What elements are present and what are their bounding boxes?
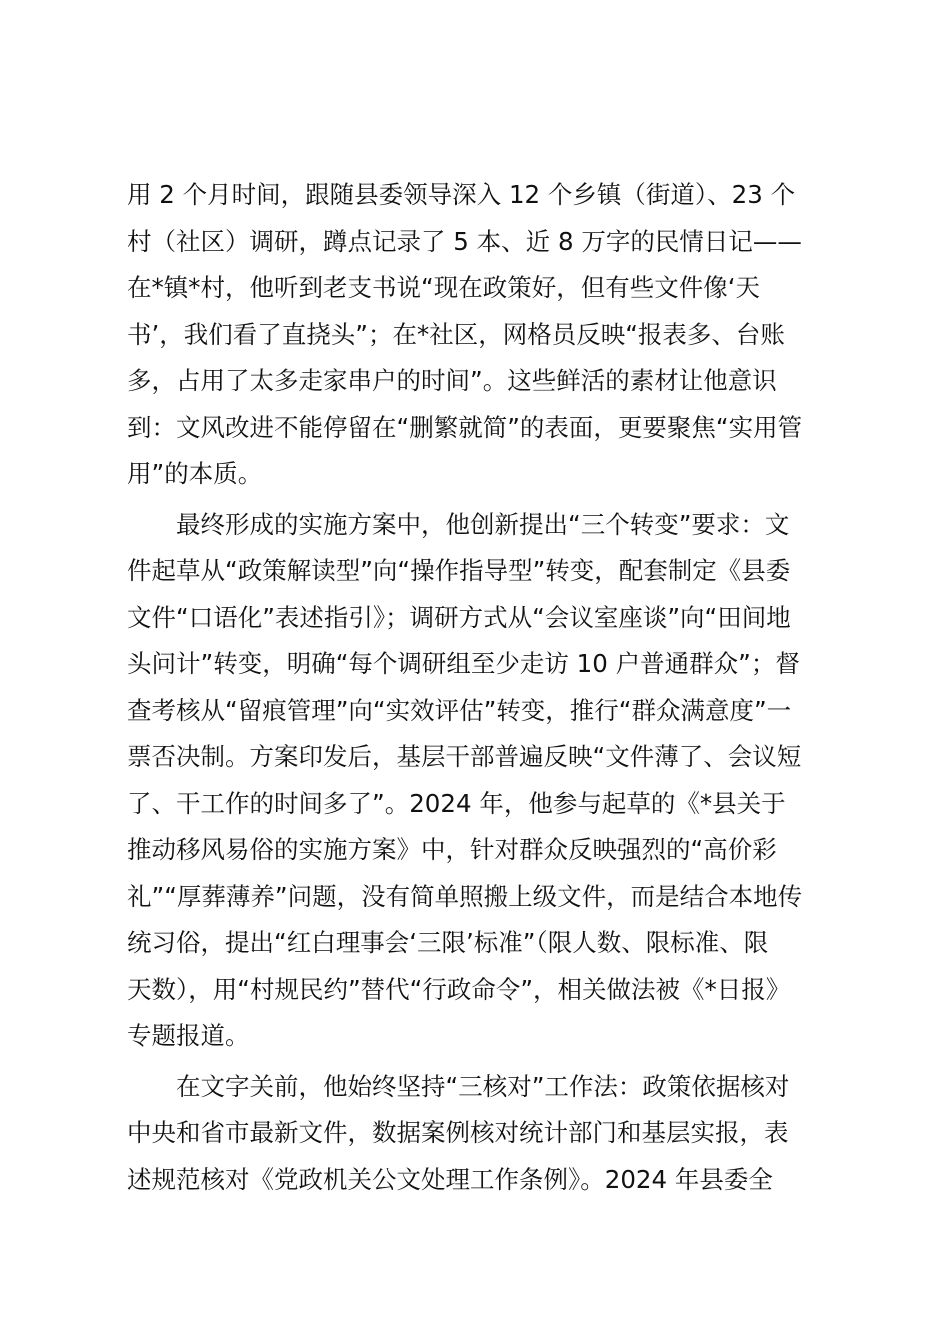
text-line: 中央和省市最新文件，数据案例核对统计部门和基层实报，表	[127, 1118, 789, 1147]
text-line: 到：文风改进不能停留在“删繁就简”的表面，更要聚焦“实用管	[127, 412, 803, 442]
text-line: 多，占用了太多走家串户的时间”。这些鲜活的素材让他意识	[127, 366, 777, 395]
text-line: 票否决制。方案印发后，基层干部普遍反映“文件薄了、会议短	[127, 742, 802, 771]
body-text	[127, 172, 837, 1203]
text-line: 统习俗，提出“红白理事会‘三限’标准”（限人数、限标准、限	[127, 928, 769, 957]
text-line: 件起草从“政策解读型”向“操作指导型”转变，配套制定《县委	[127, 556, 791, 585]
text-line: 推动移风易俗的实施方案》中，针对群众反映强烈的“高价彩	[127, 835, 777, 864]
text-line: 在文字关前，他始终坚持“三核对”工作法：政策依据核对	[127, 1071, 790, 1101]
text-line: 村（社区）调研，蹲点记录了 5 本、近 8 万字的民情日记——	[127, 226, 802, 256]
text-line: 礼”“厚葬薄养”问题，没有简单照搬上级文件，而是结合本地传	[127, 881, 803, 911]
text-line: 在*镇*村，他听到老支书说“现在政策好，但有些文件像‘天	[127, 273, 760, 302]
paragraph-2	[127, 502, 837, 1060]
text-line: 用 2 个月时间，跟随县委领导深入 12 个乡镇（街道）、23 个	[127, 180, 796, 209]
text-line: 查考核从“留痕管理”向“实效评估”转变，推行“群众满意度”一	[127, 695, 792, 725]
text-line: 头问计”转变，明确“每个调研组至少走访 10 户普通群众”；督	[127, 649, 800, 678]
text-line: 述规范核对《党政机关公文处理工作条例》。2024 年县委全	[127, 1164, 773, 1194]
text-line: 天数），用“村规民约”替代“行政命令”，相关做法被《*日报》	[127, 974, 791, 1004]
paragraph-1	[127, 172, 837, 498]
paragraph-3	[127, 1064, 837, 1204]
text-line: 用”的本质。	[127, 459, 263, 488]
text-line: 书’，我们看了直挠头”；在*社区，网格员反映“报表多、台账	[127, 319, 785, 349]
text-line: 文件“口语化”表述指引》；调研方式从“会议室座谈”向“田间地	[127, 602, 791, 632]
text-line: 专题报道。	[127, 1021, 250, 1050]
text-line: 最终形成的实施方案中，他创新提出“三个转变”要求：文	[127, 509, 790, 539]
text-line: 了、干工作的时间多了”。2024 年，他参与起草的《*县关于	[127, 788, 786, 818]
